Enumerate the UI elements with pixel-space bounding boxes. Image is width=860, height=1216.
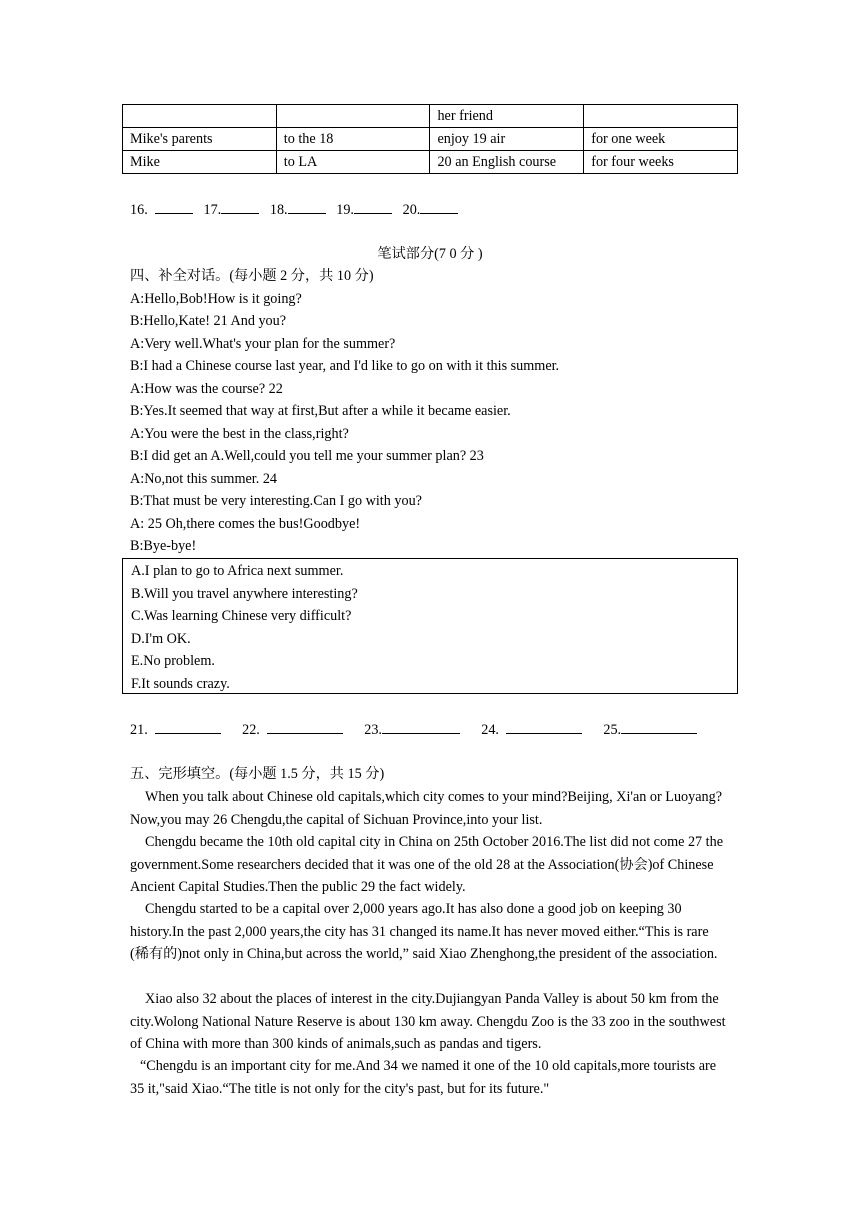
dialogue-line: A:How was the course? 22 bbox=[130, 381, 283, 397]
table-cell: for four weeks bbox=[584, 151, 738, 174]
dialogue-line: B:Bye-bye! bbox=[130, 538, 197, 554]
table-cell bbox=[276, 105, 430, 128]
cloze-paragraph: Xiao also 32 about the places of interest in the city.Dujiangyan Panda Valley is about 50 km from the city.Wolong National Nature Reserve is about 130 km away. Chengdu Zoo is the 33 zoo in the southwest of China with more than 300 kinds of animals,such as pandas and tigers. bbox=[130, 991, 726, 1052]
answer-blank[interactable] bbox=[382, 719, 460, 734]
answer-blank[interactable] bbox=[267, 719, 343, 734]
cloze-paragraph: Chengdu started to be a capital over 2,000 years ago.It has also done a good job on keeping 30 history.In the past 2,000 years,the city has 31 changed its name.It has never moved either.“This is rare (稀有的)not only in China,but across the world,” said Xiao Zhenghong,the president of the association. bbox=[130, 901, 718, 962]
answer-blank[interactable] bbox=[354, 199, 392, 214]
info-table bbox=[122, 104, 738, 174]
dialogue-line: A:Hello,Bob!How is it going? bbox=[130, 291, 302, 307]
table-row bbox=[123, 151, 738, 174]
table-cell: 20 an English course bbox=[430, 151, 584, 174]
cloze-paragraph: When you talk about Chinese old capitals,which city comes to your mind?Beijing, Xi'an or Luoyang?Now,you may 26 Chengdu,the capital of Sichuan Province,into your list. bbox=[130, 789, 723, 828]
dialogue-line: A:You were the best in the class,right? bbox=[130, 426, 349, 442]
dialogue-line: B:Hello,Kate! 21 And you? bbox=[130, 313, 287, 329]
option-item: A.I plan to go to Africa next summer. bbox=[131, 563, 344, 579]
answer-number: 25. bbox=[603, 722, 622, 738]
option-item: F.It sounds crazy. bbox=[131, 676, 230, 692]
answer-number: 20. bbox=[402, 202, 421, 218]
table-cell bbox=[584, 105, 738, 128]
answer-blank[interactable] bbox=[221, 199, 259, 214]
dialogue-line: B:Yes.It seemed that way at first,But after a while it became easier. bbox=[130, 403, 511, 419]
answer-blank[interactable] bbox=[506, 719, 582, 734]
table-row bbox=[123, 128, 738, 151]
answer-blank[interactable] bbox=[621, 719, 697, 734]
answer-number: 19. bbox=[336, 202, 354, 218]
dialogue-line: B:I had a Chinese course last year, and I'd like to go on with it this summer. bbox=[130, 358, 560, 374]
option-item: D.I'm OK. bbox=[131, 631, 191, 647]
dialogue-line: A:No,not this summer. 24 bbox=[130, 471, 278, 487]
cloze-paragraph: Chengdu became the 10th old capital city in China on 25th October 2016.The list did not come 27 the government.Some researchers decided that it was one of the old 28 at the Association(协会)of Chinese Ancient Capital Studies.Then the public 29 the fact widely. bbox=[130, 834, 724, 895]
dialogue-line: A:Very well.What's your plan for the summer? bbox=[130, 336, 396, 352]
table-cell: to the 18 bbox=[276, 128, 430, 151]
section-5-title: 五、完形填空。(每小题 1.5 分，共 15 分) bbox=[130, 766, 385, 782]
answer-number: 24. bbox=[481, 722, 499, 738]
answer-line-16-20 bbox=[130, 199, 458, 220]
answer-blank[interactable] bbox=[155, 719, 221, 734]
table-cell: Mike's parents bbox=[123, 128, 277, 151]
table-row bbox=[123, 105, 738, 128]
dialogue-line: B:That must be very interesting.Can I go with you? bbox=[130, 493, 422, 509]
section-4-title: 四、补全对话。(每小题 2 分，共 10 分) bbox=[130, 268, 374, 284]
dialogue-line: A: 25 Oh,there comes the bus!Goodbye! bbox=[130, 516, 361, 532]
option-item: C.Was learning Chinese very difficult? bbox=[131, 608, 352, 624]
answer-number: 17. bbox=[203, 202, 222, 218]
table-cell: enjoy 19 air bbox=[430, 128, 584, 151]
table-cell: her friend bbox=[430, 105, 584, 128]
table-cell: to LA bbox=[276, 151, 430, 174]
written-part-heading: 笔试部分(7 0 分 ) bbox=[377, 246, 483, 262]
dialogue-line: B:I did get an A.Well,could you tell me your summer plan? 23 bbox=[130, 448, 484, 464]
cloze-paragraph: “Chengdu is an important city for me.And 34 we named it one of the 10 old capitals,more tourists are 35 it,"said Xiao.“The title is not only for the city's past, but for its future." bbox=[130, 1058, 717, 1097]
answer-number: 18. bbox=[269, 202, 288, 218]
option-item: B.Will you travel anywhere interesting? bbox=[131, 586, 358, 602]
answer-blank[interactable] bbox=[420, 199, 458, 214]
table-cell: Mike bbox=[123, 151, 277, 174]
option-item: E.No problem. bbox=[131, 653, 215, 669]
table-cell: for one week bbox=[584, 128, 738, 151]
table-cell bbox=[123, 105, 277, 128]
answer-number: 21. bbox=[130, 722, 148, 738]
answer-number: 22. bbox=[242, 722, 260, 738]
answer-line-21-25 bbox=[130, 719, 697, 740]
answer-number: 23. bbox=[364, 722, 382, 738]
answer-number: 16. bbox=[130, 202, 148, 218]
answer-blank[interactable] bbox=[155, 199, 193, 214]
options-box bbox=[122, 558, 738, 694]
answer-blank[interactable] bbox=[288, 199, 326, 214]
